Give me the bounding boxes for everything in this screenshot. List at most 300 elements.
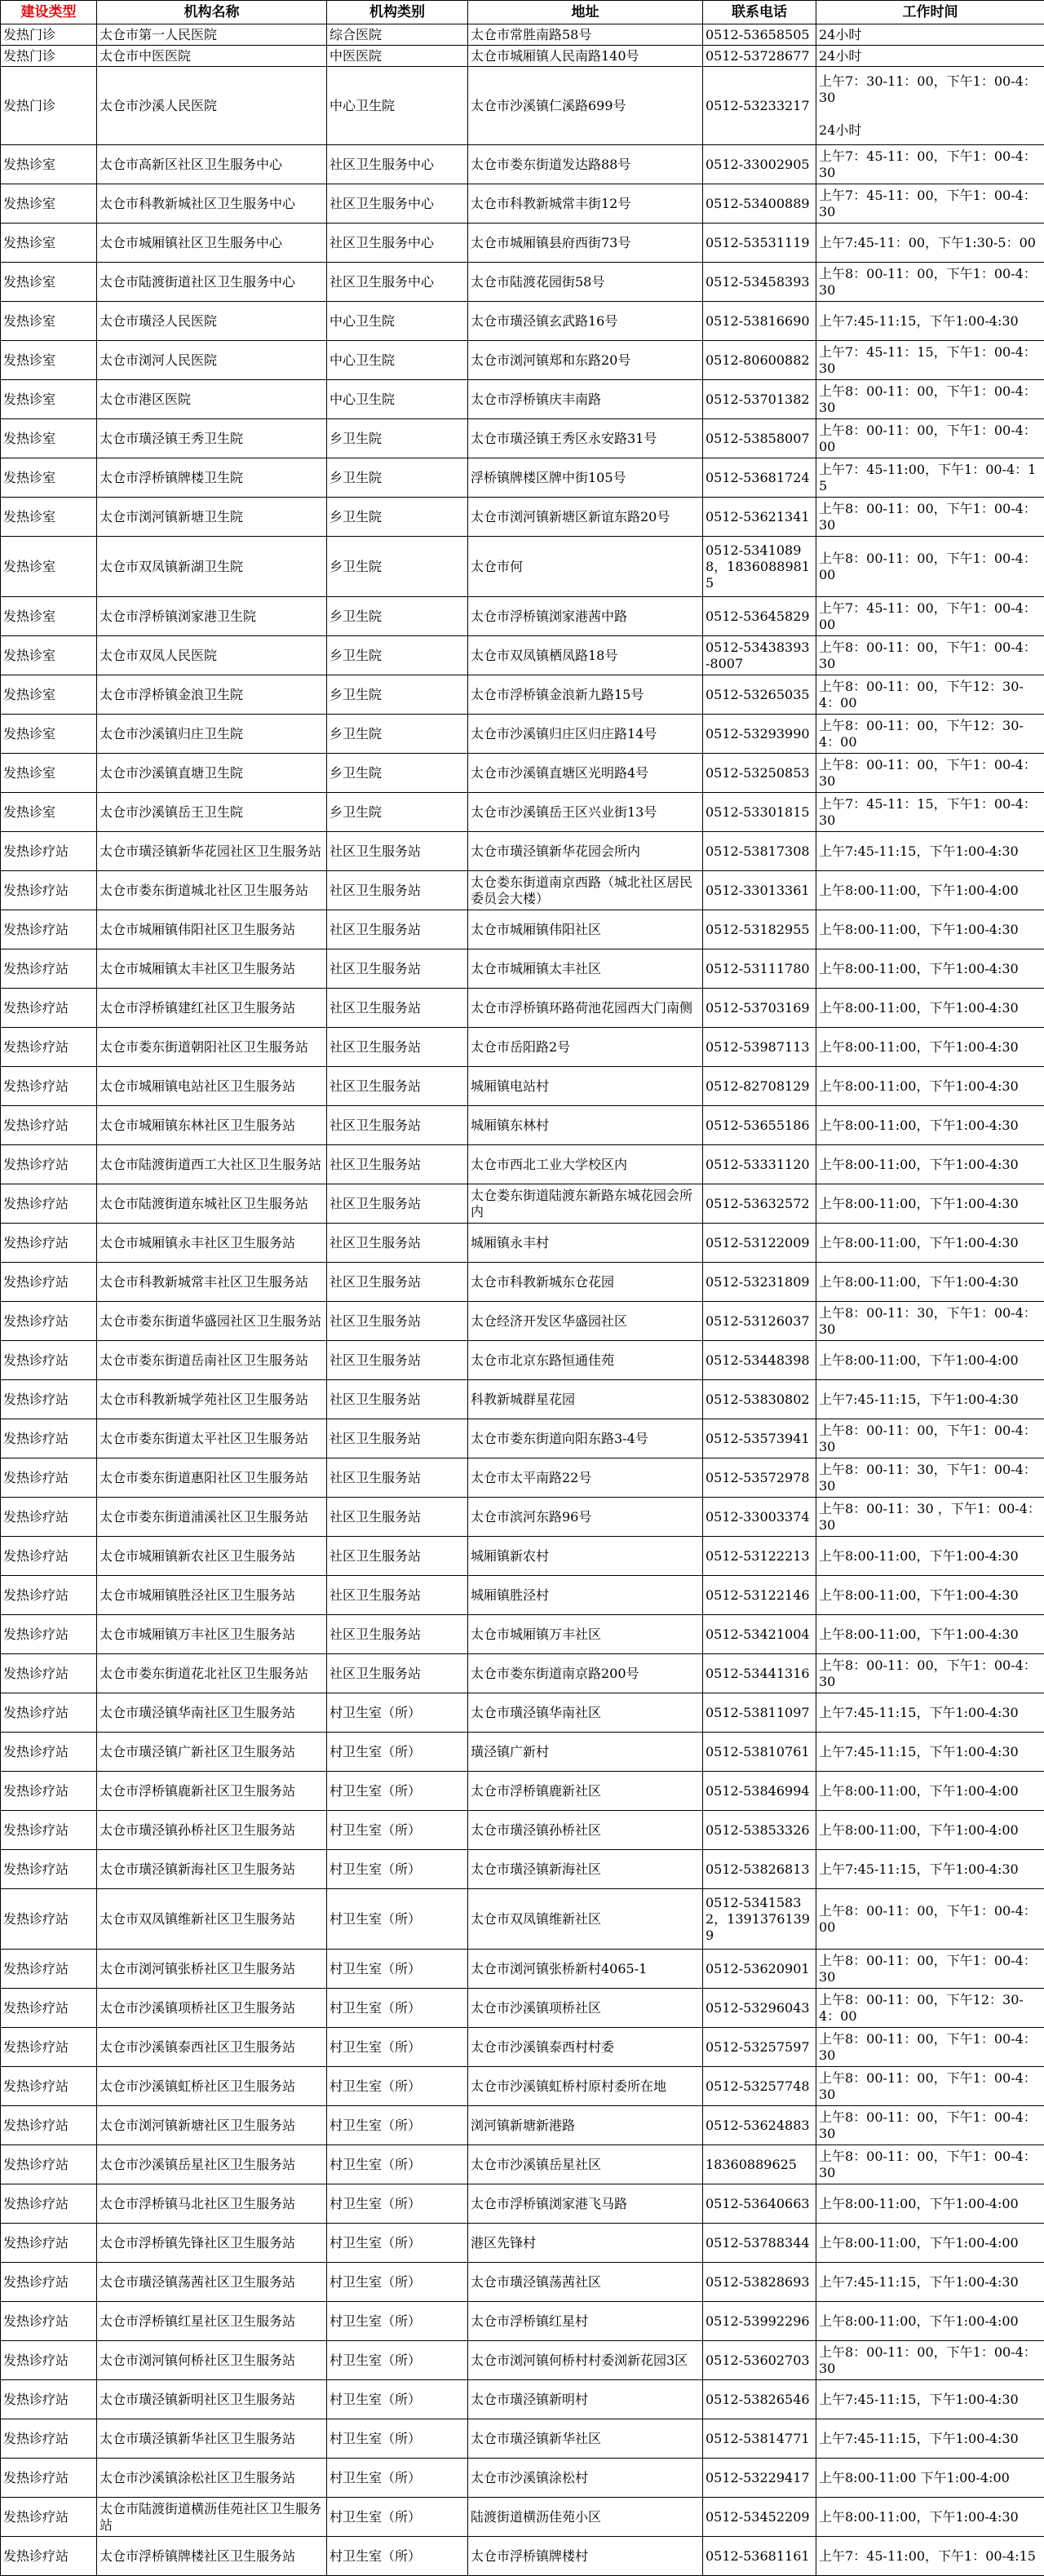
cell-hours: 上午8:00-11:00，下午1:00-4:00 — [816, 2184, 1044, 2224]
cell-category: 社区卫生服务站 — [327, 832, 468, 871]
cell-phone: 0512-53257597 — [703, 2028, 816, 2067]
cell-type: 发热诊疗站 — [1, 1341, 97, 1380]
cell-hours: 上午8:00-11:00，下午1:00-4:00 — [816, 1341, 1044, 1380]
cell-hours: 上午7：45-11：15，下午1：00-4：30 — [816, 341, 1044, 380]
cell-phone: 0512-53703169 — [703, 989, 816, 1028]
cell-name: 太仓市浮桥镇金浪卫生院 — [97, 675, 327, 715]
cell-hours: 上午8：00-11：00，下午1：00-4：30 — [816, 498, 1044, 537]
cell-category: 村卫生室（所） — [327, 1693, 468, 1733]
cell-address: 港区先锋村 — [468, 2224, 703, 2263]
cell-hours: 上午7：45-11：00，下午1：00-4：30 — [816, 145, 1044, 184]
cell-address: 太仓市沙溪镇直塘区光明路4号 — [468, 754, 703, 793]
cell-name: 太仓市双凤镇维新社区卫生服务站 — [97, 1889, 327, 1950]
cell-phone: 0512-53331120 — [703, 1145, 816, 1184]
cell-address: 太仓市浮桥镇环路荷池花园西大门南侧 — [468, 989, 703, 1028]
cell-hours: 上午8：00-11：00，下午1：00-4：30 — [816, 2106, 1044, 2145]
cell-type: 发热诊室 — [1, 419, 97, 458]
header-type: 建设类型 — [1, 1, 97, 24]
cell-name: 太仓市城厢镇东林社区卫生服务站 — [97, 1106, 327, 1145]
cell-category: 社区卫生服务站 — [327, 910, 468, 949]
cell-address: 浏河镇新塘新港路 — [468, 2106, 703, 2145]
cell-hours: 上午8：00-11：00，下午1：00-4：30 — [816, 2145, 1044, 2184]
cell-name: 太仓市沙溪镇岳星社区卫生服务站 — [97, 2145, 327, 2184]
cell-category: 乡卫生院 — [327, 715, 468, 754]
cell-type: 发热诊疗站 — [1, 1263, 97, 1302]
cell-type: 发热诊室 — [1, 224, 97, 263]
cell-category: 村卫生室（所） — [327, 1850, 468, 1889]
cell-address: 太仓市浏河镇何桥村村委浏新花园3区 — [468, 2341, 703, 2380]
cell-type: 发热诊室 — [1, 636, 97, 675]
cell-type: 发热诊疗站 — [1, 2537, 97, 2576]
cell-hours: 上午7:45-11:15，下午1:00-4:30 — [816, 2380, 1044, 2419]
cell-category: 社区卫生服务中心 — [327, 224, 468, 263]
cell-category: 村卫生室（所） — [327, 2106, 468, 2145]
cell-type: 发热诊疗站 — [1, 1028, 97, 1067]
cell-phone: 0512-53573941 — [703, 1419, 816, 1458]
cell-category: 社区卫生服务站 — [327, 1380, 468, 1419]
cell-hours: 上午7:45-11:15，下午1:00-4:30 — [816, 2263, 1044, 2302]
cell-hours: 上午8：00-11：30，下午1：00-4：30 — [816, 1302, 1044, 1341]
cell-type: 发热诊疗站 — [1, 1458, 97, 1498]
cell-phone: 0512-53788344 — [703, 2224, 816, 2263]
cell-hours: 上午8：00-11：00，下午1：00-4：30 — [816, 2028, 1044, 2067]
cell-hours: 上午8:00-11:00，下午1:00-4:30 — [816, 1615, 1044, 1654]
cell-address: 太仓市岳阳路2号 — [468, 1028, 703, 1067]
cell-category: 村卫生室（所） — [327, 2459, 468, 2498]
cell-hours: 上午7:45-11:15，下午1:00-4:30 — [816, 1380, 1044, 1419]
cell-hours: 上午8:00-11:00，下午1:00-4:00 — [816, 2224, 1044, 2263]
cell-address: 太仓市沙溪镇岳王区兴业街13号 — [468, 793, 703, 832]
cell-name: 太仓市沙溪镇岳王卫生院 — [97, 793, 327, 832]
cell-name: 太仓市浮桥镇浏家港卫生院 — [97, 597, 327, 636]
cell-name: 太仓市娄东街道太平社区卫生服务站 — [97, 1419, 327, 1458]
cell-type: 发热诊室 — [1, 380, 97, 419]
cell-address: 太仓市何 — [468, 537, 703, 597]
cell-hours: 上午7：45-11:00，下午1：00-4：15 — [816, 458, 1044, 498]
cell-hours: 上午7:45-11:15，下午1:00-4:30 — [816, 1733, 1044, 1772]
cell-hours: 上午8：00-11：00，下午1：00-4：30 — [816, 380, 1044, 419]
cell-address: 太仓市沙溪镇涂松村 — [468, 2459, 703, 2498]
cell-name: 太仓市娄东街道朝阳社区卫生服务站 — [97, 1028, 327, 1067]
cell-type: 发热诊疗站 — [1, 1772, 97, 1811]
cell-type: 发热诊疗站 — [1, 1302, 97, 1341]
cell-type: 发热诊疗站 — [1, 2106, 97, 2145]
cell-name: 太仓市陆渡街道社区卫生服务中心 — [97, 263, 327, 302]
cell-address: 太仓市浏河镇郑和东路20号 — [468, 341, 703, 380]
cell-phone: 0512-53229417 — [703, 2459, 816, 2498]
cell-name: 太仓市娄东街道岳南社区卫生服务站 — [97, 1341, 327, 1380]
cell-type: 发热门诊 — [1, 24, 97, 46]
cell-category: 社区卫生服务站 — [327, 1498, 468, 1537]
cell-category: 村卫生室（所） — [327, 2537, 468, 2576]
cell-hours: 上午8:00-11:00，下午1:00-4:00 — [816, 1772, 1044, 1811]
cell-category: 乡卫生院 — [327, 754, 468, 793]
cell-hours: 上午8:00-11:00，下午1:00-4:30 — [816, 949, 1044, 989]
cell-hours: 上午8：00-11：30 ，下午1：00-4：30 — [816, 1498, 1044, 1537]
cell-name: 太仓市城厢镇社区卫生服务中心 — [97, 224, 327, 263]
cell-address: 太仓市浏河镇新塘区新谊东路20号 — [468, 498, 703, 537]
cell-phone: 18360889625 — [703, 2145, 816, 2184]
cell-name: 太仓市陆渡街道东城社区卫生服务站 — [97, 1184, 327, 1224]
cell-name: 太仓市娄东街道华盛园社区卫生服务站 — [97, 1302, 327, 1341]
cell-address: 太仓市娄东街道向阳东路3-4号 — [468, 1419, 703, 1458]
cell-address: 太仓市璜泾镇华南社区 — [468, 1693, 703, 1733]
cell-type: 发热诊疗站 — [1, 1380, 97, 1419]
cell-address: 太仓娄东街道陆渡东新路东城花园会所内 — [468, 1184, 703, 1224]
cell-category: 中医医院 — [327, 46, 468, 67]
cell-type: 发热诊疗站 — [1, 871, 97, 910]
cell-type: 发热诊疗站 — [1, 1067, 97, 1106]
cell-hours: 上午8:00-11:00，下午1:00-4:30 — [816, 910, 1044, 949]
cell-category: 村卫生室（所） — [327, 2302, 468, 2341]
cell-name: 太仓市双凤镇新湖卫生院 — [97, 537, 327, 597]
cell-name: 太仓市璜泾镇新海社区卫生服务站 — [97, 1850, 327, 1889]
cell-name: 太仓市浮桥镇牌楼卫生院 — [97, 458, 327, 498]
cell-phone: 0512-53810761 — [703, 1733, 816, 1772]
cell-name: 太仓市娄东街道浦溪社区卫生服务站 — [97, 1498, 327, 1537]
cell-hours: 上午8：00-11：00，下午12：30-4：00 — [816, 1989, 1044, 2028]
cell-hours: 上午8:00-11:00，下午1:00-4:00 — [816, 871, 1044, 910]
cell-type: 发热诊室 — [1, 754, 97, 793]
cell-name: 太仓市璜泾镇广新社区卫生服务站 — [97, 1733, 327, 1772]
cell-name: 太仓市浮桥镇先锋社区卫生服务站 — [97, 2224, 327, 2263]
cell-category: 村卫生室（所） — [327, 2028, 468, 2067]
cell-category: 社区卫生服务站 — [327, 1184, 468, 1224]
cell-phone: 0512-53828693 — [703, 2263, 816, 2302]
cell-phone: 0512-53438393-8007 — [703, 636, 816, 675]
cell-hours: 上午7：30-11：00，下午1：00-4：30 24小时 — [816, 67, 1044, 145]
cell-name: 太仓市浏河镇新塘社区卫生服务站 — [97, 2106, 327, 2145]
cell-address: 太仓市璜泾镇新华社区 — [468, 2419, 703, 2459]
cell-category: 乡卫生院 — [327, 458, 468, 498]
cell-category: 乡卫生院 — [327, 419, 468, 458]
cell-category: 乡卫生院 — [327, 537, 468, 597]
cell-phone: 0512-53826546 — [703, 2380, 816, 2419]
cell-hours: 上午8：00-11：00，下午1：00-4：30 — [816, 1419, 1044, 1458]
cell-category: 社区卫生服务站 — [327, 1106, 468, 1145]
cell-name: 太仓市璜泾人民医院 — [97, 302, 327, 341]
cell-hours: 上午7：45-11:00，下午1：00-4:15 — [816, 2537, 1044, 2576]
cell-type: 发热诊室 — [1, 537, 97, 597]
cell-name: 太仓市城厢镇胜泾社区卫生服务站 — [97, 1576, 327, 1615]
cell-hours: 上午7：45-11：15，下午1：00-4：30 — [816, 793, 1044, 832]
cell-phone: 0512-53816690 — [703, 302, 816, 341]
cell-phone: 0512-53233217 — [703, 67, 816, 145]
cell-phone: 0512-53265035 — [703, 675, 816, 715]
cell-phone: 0512-53658505 — [703, 24, 816, 46]
cell-type: 发热诊疗站 — [1, 1106, 97, 1145]
cell-address: 太仓市城厢镇人民南路140号 — [468, 46, 703, 67]
cell-category: 社区卫生服务站 — [327, 1537, 468, 1576]
cell-address: 太仓市沙溪镇项桥社区 — [468, 1989, 703, 2028]
cell-address: 城厢镇永丰村 — [468, 1224, 703, 1263]
cell-address: 太仓市沙溪镇岳星社区 — [468, 2145, 703, 2184]
cell-category: 村卫生室（所） — [327, 2184, 468, 2224]
cell-type: 发热诊疗站 — [1, 1145, 97, 1184]
cell-category: 社区卫生服务站 — [327, 1067, 468, 1106]
cell-phone: 0512-53681161 — [703, 2537, 816, 2576]
cell-address: 太仓市沙溪镇仁溪路699号 — [468, 67, 703, 145]
cell-address: 太仓市浮桥镇金浪新九路15号 — [468, 675, 703, 715]
cell-category: 社区卫生服务站 — [327, 1458, 468, 1498]
cell-name: 太仓市璜泾镇荡茜社区卫生服务站 — [97, 2263, 327, 2302]
cell-phone: 0512-33002905 — [703, 145, 816, 184]
cell-type: 发热诊疗站 — [1, 832, 97, 871]
cell-hours: 上午8:00-11:00，下午1:00-4:30 — [816, 1067, 1044, 1106]
cell-hours: 上午8:00-11:00，下午1:00-4:00 — [816, 1811, 1044, 1850]
cell-category: 村卫生室（所） — [327, 1733, 468, 1772]
cell-name: 太仓市璜泾镇新华花园社区卫生服务站 — [97, 832, 327, 871]
cell-phone: 0512-53441316 — [703, 1654, 816, 1693]
cell-name: 太仓市双凤人民医院 — [97, 636, 327, 675]
cell-type: 发热诊疗站 — [1, 2028, 97, 2067]
cell-type: 发热诊疗站 — [1, 989, 97, 1028]
cell-name: 太仓市沙溪镇泰西社区卫生服务站 — [97, 2028, 327, 2067]
cell-phone: 0512-53126037 — [703, 1302, 816, 1341]
cell-phone: 0512-53846994 — [703, 1772, 816, 1811]
cell-hours: 上午8:00-11:00 下午1:00-4:00 — [816, 2459, 1044, 2498]
cell-type: 发热诊疗站 — [1, 1537, 97, 1576]
cell-hours: 上午8：00-11：00，下午1：00-4：30 — [816, 1654, 1044, 1693]
cell-category: 中心卫生院 — [327, 67, 468, 145]
cell-type: 发热诊疗站 — [1, 1419, 97, 1458]
cell-hours: 上午8:00-11:00，下午1:00-4:30 — [816, 1224, 1044, 1263]
cell-category: 村卫生室（所） — [327, 2341, 468, 2380]
cell-address: 太仓市陆渡花园街58号 — [468, 263, 703, 302]
cell-hours: 上午8:00-11:00，下午1:00-4:30 — [816, 1263, 1044, 1302]
cell-category: 中心卫生院 — [327, 380, 468, 419]
cell-category: 社区卫生服务站 — [327, 1224, 468, 1263]
cell-phone: 0512-53992296 — [703, 2302, 816, 2341]
cell-category: 社区卫生服务站 — [327, 989, 468, 1028]
cell-type: 发热诊疗站 — [1, 2067, 97, 2106]
cell-type: 发热诊疗站 — [1, 2459, 97, 2498]
cell-phone: 0512-53811097 — [703, 1693, 816, 1733]
cell-hours: 上午8：00-11：00，下午1：00-4：30 — [816, 636, 1044, 675]
cell-address: 太仓市璜泾镇孙桥社区 — [468, 1811, 703, 1850]
cell-phone: 0512-53410898，18360889815 — [703, 537, 816, 597]
cell-phone: 0512-33003374 — [703, 1498, 816, 1537]
cell-hours: 上午8：00-11：00，下午1：00-4：30 — [816, 2067, 1044, 2106]
cell-type: 发热诊疗站 — [1, 2341, 97, 2380]
cell-type: 发热诊室 — [1, 793, 97, 832]
cell-type: 发热诊疗站 — [1, 1693, 97, 1733]
cell-name: 太仓市娄东街道惠阳社区卫生服务站 — [97, 1458, 327, 1498]
cell-phone: 0512-80600882 — [703, 341, 816, 380]
cell-type: 发热诊室 — [1, 145, 97, 184]
cell-hours: 上午8：00-11：00，下午1：00-4：30 — [816, 2341, 1044, 2380]
cell-address: 城厢镇东林村 — [468, 1106, 703, 1145]
cell-address: 太仓市北京东路恒通佳苑 — [468, 1341, 703, 1380]
cell-hours: 上午8:00-11:00，下午1:00-4:30 — [816, 1145, 1044, 1184]
cell-name: 太仓市沙溪镇涂松社区卫生服务站 — [97, 2459, 327, 2498]
cell-hours: 上午7:45-11:15，下午1:00-4:30 — [816, 832, 1044, 871]
cell-address: 太仓市浮桥镇浏家港飞马路 — [468, 2184, 703, 2224]
cell-phone: 0512-53621341 — [703, 498, 816, 537]
cell-name: 太仓市城厢镇太丰社区卫生服务站 — [97, 949, 327, 989]
cell-address: 太仓市浮桥镇浏家港茜中路 — [468, 597, 703, 636]
cell-hours: 上午7：45-11：00，下午1：00-4：00 — [816, 597, 1044, 636]
cell-address: 太仓市科教新城东仓花园 — [468, 1263, 703, 1302]
cell-name: 太仓市浏河人民医院 — [97, 341, 327, 380]
cell-address: 太仓市双凤镇维新社区 — [468, 1889, 703, 1950]
cell-address: 太仓市科教新城常丰街12号 — [468, 184, 703, 224]
cell-category: 村卫生室（所） — [327, 2145, 468, 2184]
header-hours: 工作时间 — [816, 1, 1044, 24]
cell-phone: 0512-53415832，13913761399 — [703, 1889, 816, 1950]
cell-hours: 上午8：00-11：00，下午12：30-4：00 — [816, 675, 1044, 715]
cell-phone: 0512-53122146 — [703, 1576, 816, 1615]
cell-category: 社区卫生服务站 — [327, 1654, 468, 1693]
cell-phone: 0512-53814771 — [703, 2419, 816, 2459]
cell-type: 发热诊疗站 — [1, 2419, 97, 2459]
cell-address: 浮桥镇牌楼区牌中街105号 — [468, 458, 703, 498]
cell-phone: 0512-53231809 — [703, 1263, 816, 1302]
cell-phone: 0512-53858007 — [703, 419, 816, 458]
cell-address: 太仓市浏河镇张桥新村4065-1 — [468, 1950, 703, 1989]
cell-address: 太仓市浮桥镇红星村 — [468, 2302, 703, 2341]
cell-category: 中心卫生院 — [327, 341, 468, 380]
cell-address: 太仓市城厢镇伟阳社区 — [468, 910, 703, 949]
cell-address: 太仓市浮桥镇鹿新社区 — [468, 1772, 703, 1811]
cell-name: 太仓市沙溪人民医院 — [97, 67, 327, 145]
cell-hours: 上午8:00-11:00，下午1:00-4:30 — [816, 2498, 1044, 2537]
cell-hours: 上午8：00-11：00，下午1：00-4：30 — [816, 1950, 1044, 1989]
cell-category: 村卫生室（所） — [327, 2419, 468, 2459]
cell-address: 城厢镇电站村 — [468, 1067, 703, 1106]
cell-hours: 上午8：00-11：00，下午1：00-4：00 — [816, 1889, 1044, 1950]
cell-category: 村卫生室（所） — [327, 1950, 468, 1989]
cell-address: 太仓市浮桥镇牌楼村 — [468, 2537, 703, 2576]
cell-phone: 0512-53681724 — [703, 458, 816, 498]
cell-name: 太仓市浮桥镇牌楼社区卫生服务站 — [97, 2537, 327, 2576]
cell-type: 发热诊疗站 — [1, 1184, 97, 1224]
cell-category: 乡卫生院 — [327, 597, 468, 636]
cell-phone: 0512-53452209 — [703, 2498, 816, 2537]
cell-address: 城厢镇新农村 — [468, 1537, 703, 1576]
cell-hours: 上午7:45-11:15，下午1:00-4:30 — [816, 2419, 1044, 2459]
cell-name: 太仓市娄东街道城北社区卫生服务站 — [97, 871, 327, 910]
cell-type: 发热门诊 — [1, 67, 97, 145]
cell-type: 发热诊疗站 — [1, 2498, 97, 2537]
cell-type: 发热诊室 — [1, 302, 97, 341]
cell-address: 太仓市娄东街道发达路88号 — [468, 145, 703, 184]
cell-hours: 上午7:45-11:15，下午1:00-4:30 — [816, 1693, 1044, 1733]
cell-category: 社区卫生服务站 — [327, 1302, 468, 1341]
cell-name: 太仓市浏河镇新塘卫生院 — [97, 498, 327, 537]
cell-name: 太仓市科教新城常丰社区卫生服务站 — [97, 1263, 327, 1302]
cell-phone: 0512-53182955 — [703, 910, 816, 949]
cell-phone: 0512-53400889 — [703, 184, 816, 224]
cell-name: 太仓市城厢镇永丰社区卫生服务站 — [97, 1224, 327, 1263]
cell-hours: 上午8：00-11：30，下午1：00-4：30 — [816, 1458, 1044, 1498]
cell-category: 村卫生室（所） — [327, 1889, 468, 1950]
cell-name: 太仓市中医医院 — [97, 46, 327, 67]
cell-type: 发热诊室 — [1, 263, 97, 302]
cell-address: 太仓市璜泾镇玄武路16号 — [468, 302, 703, 341]
cell-category: 社区卫生服务站 — [327, 949, 468, 989]
cell-phone: 0512-53701382 — [703, 380, 816, 419]
cell-hours: 上午7:45-11:15，下午1:00-4:30 — [816, 302, 1044, 341]
cell-hours: 上午8：00-11：00，下午1：00-4：00 — [816, 537, 1044, 597]
cell-phone: 0512-53250853 — [703, 754, 816, 793]
cell-category: 村卫生室（所） — [327, 2263, 468, 2302]
cell-hours: 上午8:00-11:00，下午1:00-4:00 — [816, 2302, 1044, 2341]
cell-phone: 0512-53655186 — [703, 1106, 816, 1145]
cell-address: 璜泾镇广新村 — [468, 1733, 703, 1772]
cell-address: 太仓市璜泾镇新明村 — [468, 2380, 703, 2419]
cell-name: 太仓市城厢镇新农社区卫生服务站 — [97, 1537, 327, 1576]
cell-category: 社区卫生服务站 — [327, 1576, 468, 1615]
header-phone: 联系电话 — [703, 1, 816, 24]
cell-phone: 0512-53728677 — [703, 46, 816, 67]
cell-name: 太仓市浏河镇张桥社区卫生服务站 — [97, 1950, 327, 1989]
cell-name: 太仓市科教新城学苑社区卫生服务站 — [97, 1380, 327, 1419]
cell-type: 发热诊疗站 — [1, 1498, 97, 1537]
cell-name: 太仓市沙溪镇归庄卫生院 — [97, 715, 327, 754]
cell-type: 发热诊疗站 — [1, 1224, 97, 1263]
cell-phone: 0512-53620901 — [703, 1950, 816, 1989]
cell-category: 社区卫生服务站 — [327, 1615, 468, 1654]
cell-name: 太仓市浮桥镇建红社区卫生服务站 — [97, 989, 327, 1028]
cell-hours: 上午8：00-11：00，下午1：00-4：00 — [816, 419, 1044, 458]
cell-hours: 24小时 — [816, 46, 1044, 67]
cell-category: 村卫生室（所） — [327, 2224, 468, 2263]
cell-category: 村卫生室（所） — [327, 2067, 468, 2106]
cell-name: 太仓市浮桥镇鹿新社区卫生服务站 — [97, 1772, 327, 1811]
cell-name: 太仓市城厢镇电站社区卫生服务站 — [97, 1067, 327, 1106]
cell-hours: 上午8：00-11：00，下午12：30-4：00 — [816, 715, 1044, 754]
cell-category: 乡卫生院 — [327, 498, 468, 537]
cell-address: 太仓市城厢镇县府西街73号 — [468, 224, 703, 263]
cell-type: 发热诊疗站 — [1, 2263, 97, 2302]
cell-address: 科教新城群星花园 — [468, 1380, 703, 1419]
cell-hours: 上午8:00-11:00，下午1:00-4:30 — [816, 1537, 1044, 1576]
cell-name: 太仓市城厢镇万丰社区卫生服务站 — [97, 1615, 327, 1654]
cell-type: 发热诊室 — [1, 341, 97, 380]
cell-address: 太仓市沙溪镇归庄区归庄路14号 — [468, 715, 703, 754]
cell-name: 太仓市浏河镇何桥社区卫生服务站 — [97, 2341, 327, 2380]
cell-category: 社区卫生服务站 — [327, 1419, 468, 1458]
cell-name: 太仓市浮桥镇马北社区卫生服务站 — [97, 2184, 327, 2224]
cell-type: 发热诊疗站 — [1, 2380, 97, 2419]
cell-address: 太仓市城厢镇万丰社区 — [468, 1615, 703, 1654]
cell-phone: 0512-53122009 — [703, 1224, 816, 1263]
cell-phone: 0512-53458393 — [703, 263, 816, 302]
cell-type: 发热诊疗站 — [1, 1811, 97, 1850]
cell-type: 发热诊疗站 — [1, 2224, 97, 2263]
cell-phone: 0512-53830802 — [703, 1380, 816, 1419]
cell-type: 发热诊疗站 — [1, 1889, 97, 1950]
cell-phone: 0512-53826813 — [703, 1850, 816, 1889]
cell-type: 发热诊疗站 — [1, 1615, 97, 1654]
cell-address: 太仓市城厢镇太丰社区 — [468, 949, 703, 989]
cell-name: 太仓市城厢镇伟阳社区卫生服务站 — [97, 910, 327, 949]
header-category: 机构类别 — [327, 1, 468, 24]
cell-address: 太仓娄东街道南京西路（城北社区居民委员会大楼） — [468, 871, 703, 910]
cell-hours: 上午8：00-11：00，下午1：00-4：30 — [816, 754, 1044, 793]
cell-phone: 0512-82708129 — [703, 1067, 816, 1106]
cell-hours: 上午8:00-11:00，下午1:00-4:30 — [816, 1576, 1044, 1615]
cell-address: 城厢镇胜泾村 — [468, 1576, 703, 1615]
cell-hours: 上午7:45-11：00，下午1:30-5：00 — [816, 224, 1044, 263]
cell-type: 发热诊室 — [1, 498, 97, 537]
cell-address: 太仓市太平南路22号 — [468, 1458, 703, 1498]
cell-category: 中心卫生院 — [327, 302, 468, 341]
cell-phone: 0512-53987113 — [703, 1028, 816, 1067]
cell-hours: 上午7:45-11:15，下午1:00-4:30 — [816, 1850, 1044, 1889]
cell-type: 发热诊疗站 — [1, 1850, 97, 1889]
